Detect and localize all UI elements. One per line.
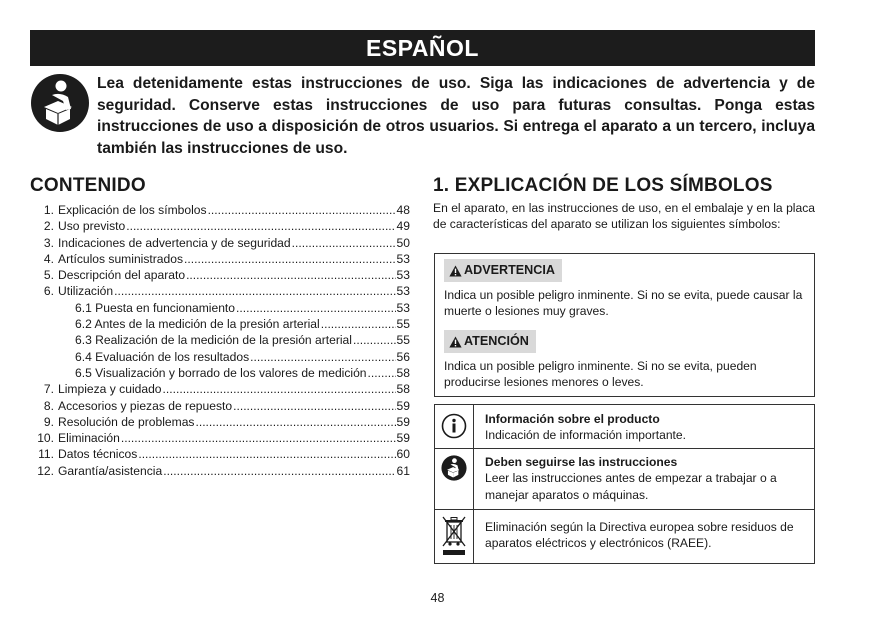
toc-entry-number: 5. [43, 268, 54, 283]
toc-entry-page: 55 [396, 333, 410, 348]
toc-entry-page: 53 [396, 268, 410, 283]
toc-entry-page: 48 [396, 203, 410, 217]
toc-entry-page: 59 [396, 414, 410, 429]
toc-leader-dots [250, 349, 395, 365]
toc-entry-page: 55 [396, 317, 410, 332]
toc-entry-page: 50 [396, 235, 410, 250]
warning-triangle-icon [449, 265, 462, 277]
toc-leader-dots [186, 267, 395, 283]
toc-entry-title: Descripción del aparato [58, 268, 186, 283]
toc-entry [30, 267, 410, 283]
caution-label [444, 330, 536, 353]
warning-label [444, 259, 562, 282]
toc-entry [30, 218, 410, 234]
caution-text: Indica un posible peligro inminente. Si no se evita, pueden producirse lesiones menores o leves. [444, 359, 757, 390]
warning-label-text: ADVERTENCIA [464, 263, 555, 277]
symbol-row-disposal [435, 510, 814, 563]
toc-entry-page: 58 [396, 365, 410, 380]
page-number: 48 [430, 591, 445, 605]
toc-entry-title: Garantía/asistencia [58, 463, 163, 478]
intro-text: Lea detenidamente estas instrucciones de uso. Siga las indicaciones de advertencia y de seguridad. Conserve estas instrucciones de uso para futuras consultas. Ponga estas instrucciones de uso a disposición de otros usuarios. Si entrega el aparato a un tercero, incluya también las instrucciones de uso. [97, 75, 815, 157]
toc-entry-number: 2. [43, 219, 54, 234]
toc-entry-number: 8. [43, 398, 54, 413]
info-text: Indicación de información importante. [485, 428, 686, 443]
toc-entry [30, 251, 410, 267]
toc-entry [30, 349, 410, 365]
toc-leader-dots [292, 235, 396, 251]
toc-entry-title: Utilización [58, 284, 114, 299]
symbols-intro: En el aparato, en las instrucciones de uso, en el embalaje y en la placa de características del aparato se utilizan los siguientes símbolos: [433, 201, 815, 232]
weee-bin-icon [441, 515, 467, 557]
toc-leader-dots [208, 202, 396, 218]
toc-entry [30, 463, 410, 479]
toc-entry-number: 3. [43, 235, 54, 250]
toc-entry [30, 316, 410, 332]
symbol-row-info [435, 405, 814, 449]
toc-entry-title: Accesorios y piezas de repuesto [58, 398, 233, 413]
toc-entry-title: Indicaciones de advertencia y de seguridad [58, 235, 291, 250]
toc-entry-number: 7. [43, 382, 54, 397]
toc-entry [30, 398, 410, 414]
toc-entry-number: 6. [43, 284, 54, 299]
read-instructions-icon [30, 73, 90, 133]
toc-entry [30, 381, 410, 397]
symbols-table [434, 404, 815, 564]
disposal-text: Eliminación según la Directiva europea sobre residuos de aparatos eléctricos y electrónicos (RAEE). [485, 520, 794, 551]
toc-entry-number: 4. [43, 251, 54, 266]
toc-entry [30, 332, 410, 348]
toc-entry-number: 1. [43, 203, 54, 217]
toc-entry [30, 446, 410, 462]
toc-entry-page: 59 [396, 431, 410, 446]
toc-entry-page: 53 [396, 251, 410, 266]
toc-leader-dots [163, 463, 395, 479]
follow-title: Deben seguirse las instrucciones [485, 455, 678, 469]
toc-entry-title: Uso previsto [58, 219, 126, 234]
toc-entry [30, 414, 410, 430]
contents-heading: CONTENIDO [30, 175, 146, 196]
toc-entry-page: 61 [396, 463, 410, 478]
toc-entry-title: 6.3 Realización de la medición de la presión arterial [75, 333, 352, 348]
toc-entry-page: 56 [396, 349, 410, 364]
toc-leader-dots [368, 365, 396, 381]
toc-leader-dots [321, 316, 396, 332]
toc-leader-dots [121, 430, 396, 446]
toc-entry [30, 430, 410, 446]
toc-leader-dots [184, 251, 396, 267]
info-icon [441, 413, 467, 439]
page-title: ESPAÑOL [30, 30, 815, 66]
toc-leader-dots [195, 414, 395, 430]
toc-leader-dots [233, 398, 395, 414]
table-of-contents [30, 202, 410, 479]
toc-entry-number: 12. [37, 463, 54, 478]
toc-entry-page: 49 [396, 219, 410, 234]
toc-leader-dots [114, 283, 395, 299]
toc-entry-title: Artículos suministrados [58, 251, 184, 266]
toc-leader-dots [236, 300, 396, 316]
toc-entry-number: 10. [37, 431, 54, 446]
toc-entry-title: Resolución de problemas [58, 414, 195, 429]
read-instructions-icon [441, 455, 467, 481]
toc-leader-dots [138, 446, 395, 462]
toc-entry [30, 365, 410, 381]
toc-entry-page: 58 [396, 382, 410, 397]
toc-entry [30, 235, 410, 251]
toc-entry-title: Eliminación [58, 431, 120, 446]
warning-triangle-icon [449, 336, 462, 348]
toc-entry-page: 59 [396, 398, 410, 413]
toc-entry-title: 6.4 Evaluación de los resultados [75, 349, 250, 364]
toc-entry-title: Limpieza y cuidado [58, 382, 162, 397]
toc-entry-page: 53 [396, 284, 410, 299]
toc-leader-dots [126, 218, 395, 234]
symbol-row-follow [435, 449, 814, 510]
toc-leader-dots [353, 332, 396, 348]
follow-text: Leer las instrucciones antes de empezar a trabajar o a manejar aparatos o máquinas. [485, 471, 777, 502]
warning-text: Indica un posible peligro inminente. Si no se evita, puede causar la muerte o lesiones muy graves. [444, 288, 803, 319]
caution-label-text: ATENCIÓN [464, 334, 529, 348]
toc-entry [30, 283, 410, 299]
toc-entry-title: Datos técnicos [58, 447, 138, 462]
symbols-heading: 1. EXPLICACIÓN DE LOS SÍMBOLOS [433, 175, 773, 196]
toc-entry-title: Explicación de los símbolos [58, 203, 207, 217]
toc-entry [30, 202, 410, 218]
toc-leader-dots [163, 381, 396, 397]
toc-entry-title: 6.5 Visualización y borrado de los valores de medición [75, 365, 367, 380]
toc-entry-number: 11. [38, 447, 54, 462]
toc-entry [30, 300, 410, 316]
toc-entry-title: 6.1 Puesta en funcionamiento [75, 300, 236, 315]
toc-entry-page: 60 [396, 447, 410, 462]
toc-entry-title: 6.2 Antes de la medición de la presión arterial [75, 317, 320, 332]
info-title: Información sobre el producto [485, 412, 660, 426]
toc-entry-page: 53 [396, 300, 410, 315]
signal-words-box [434, 253, 815, 397]
toc-entry-number: 9. [43, 414, 54, 429]
